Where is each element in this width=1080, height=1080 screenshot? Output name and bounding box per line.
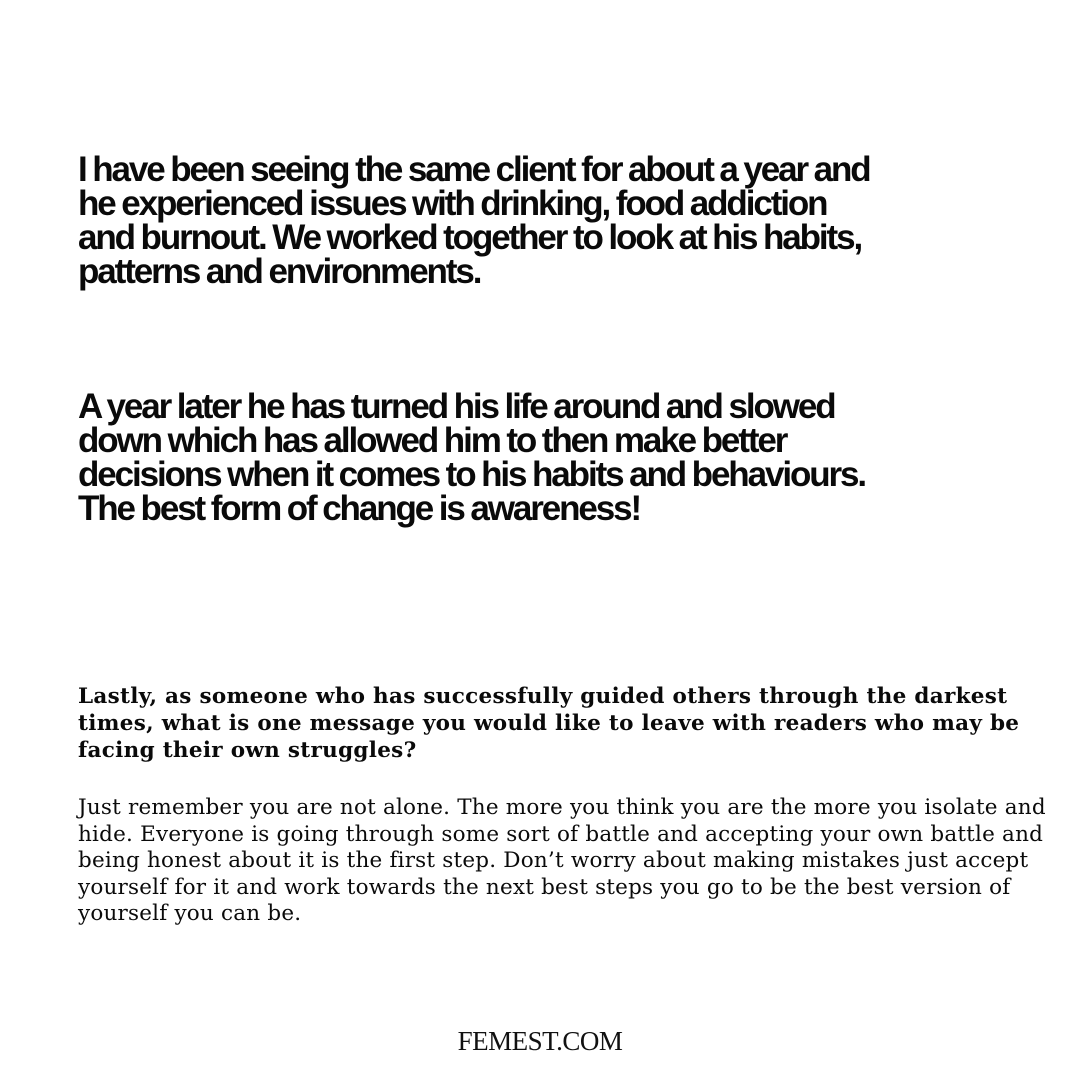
pull-quote-paragraph-1: I have been seeing the same client for about a year and he experienced issues with drinking, food addiction and burnout. We worked together to look at his habits, patterns and environments.	[78, 150, 870, 291]
footer-brand-wordmark: FEMEST.COM	[457, 1026, 623, 1056]
interview-answer: Just remember you are not alone. The more you think you are the more you isolate and hide. Everyone is going through some sort of battle and accepting your own battle and being honest about it is the first step. Don’t worry about making mistakes just accept yourself for it and work towards the next best steps you go to be the best version of yourself you can be.	[78, 795, 1046, 926]
pull-quote-paragraph-2: A year later he has turned his life around and slowed down which has allowed him to then make better decisions when it comes to his habits and behaviours. The best form of change is awareness!	[78, 387, 866, 528]
interview-question: Lastly, as someone who has successfully guided others through the darkest times, what is one message you would like to leave with readers who may be facing their own struggles?	[78, 684, 1020, 763]
